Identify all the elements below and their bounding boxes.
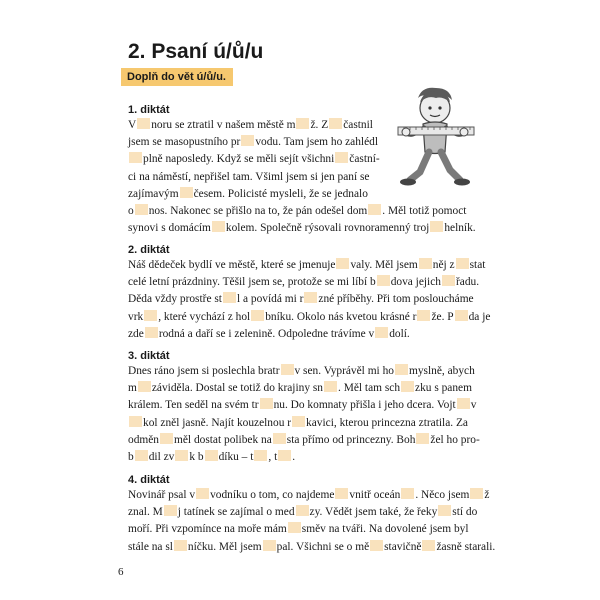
answer-gap[interactable] — [129, 152, 142, 163]
answer-gap[interactable] — [205, 450, 218, 461]
text-fragment: znal. M — [128, 506, 163, 519]
answer-gap[interactable] — [135, 450, 148, 461]
text-fragment: . Něco jsem — [415, 489, 470, 501]
text-fragment: vodu. Tam jsem ho zahlédl — [255, 136, 379, 149]
text-fragment: . Měl tam sch — [338, 382, 401, 395]
answer-gap[interactable] — [196, 488, 209, 499]
text-fragment: zy. Vědět jsem také, že řeky — [309, 506, 438, 519]
answer-gap[interactable] — [419, 258, 432, 269]
text-fragment: rodná a daří se i zelenině. Odpoledne trávíme v — [158, 327, 375, 340]
answer-gap[interactable] — [292, 416, 305, 427]
text-fragment: zde — [128, 327, 144, 340]
text-fragment: stat — [469, 259, 486, 271]
text-fragment: kol zněl jasně. Najít kouzelnou r — [143, 416, 292, 429]
dictation-line — [128, 363, 480, 380]
text-fragment: něj z — [432, 259, 455, 271]
text-fragment: jsem se masopustního pr — [128, 136, 241, 149]
answer-gap[interactable] — [281, 364, 294, 375]
text-fragment: stí do — [452, 506, 478, 519]
dictation-line — [128, 186, 476, 203]
text-fragment: plně naposledy. Když se měli sejít všichni — [143, 153, 335, 166]
answer-gap[interactable] — [296, 505, 309, 516]
page-title: 2. Psaní ú/ů/u — [128, 40, 264, 63]
text-fragment: Děda vždy prostře st — [128, 293, 222, 306]
text-fragment: vnitř oceán — [349, 489, 401, 501]
answer-gap[interactable] — [377, 275, 390, 286]
answer-gap[interactable] — [455, 310, 468, 321]
text-fragment: nu. Do komnaty přišla i jeho dcera. Vojt — [273, 399, 456, 412]
text-fragment: helník. — [444, 222, 476, 235]
text-fragment: v — [470, 399, 477, 412]
dictation-line — [128, 504, 495, 521]
answer-gap[interactable] — [422, 540, 435, 551]
text-fragment: žel ho pro- — [430, 433, 480, 446]
answer-gap[interactable] — [212, 221, 225, 232]
answer-gap[interactable] — [401, 381, 414, 392]
dictation-2-text — [128, 257, 490, 343]
text-fragment: Dnes ráno jsem si poslechla bratr — [128, 365, 280, 377]
answer-gap[interactable] — [145, 327, 158, 338]
text-fragment: zku s panem — [415, 382, 472, 395]
text-fragment: . Měl totiž pomoct — [382, 204, 467, 217]
text-fragment: sta přímo od princezny. Boh — [286, 433, 416, 446]
text-fragment: synovi s domácím — [128, 222, 211, 235]
answer-gap[interactable] — [457, 398, 470, 409]
text-fragment: pal. Všichni se o mě — [276, 540, 370, 553]
text-fragment: častní- — [349, 153, 380, 166]
text-fragment: zné příběhy. Při tom posloucháme — [318, 293, 474, 306]
text-fragment: noru se ztratil v našem městě m — [151, 119, 296, 131]
text-fragment: , které vychází z hol — [158, 310, 251, 323]
text-fragment: , t — [268, 450, 278, 463]
answer-gap[interactable] — [263, 540, 276, 551]
answer-gap[interactable] — [135, 204, 148, 215]
answer-gap[interactable] — [138, 381, 151, 392]
text-fragment: stavičně — [384, 540, 422, 553]
answer-gap[interactable] — [129, 416, 142, 427]
text-fragment: směv na tváři. Na dovolené jsem byl — [301, 523, 469, 536]
answer-gap[interactable] — [456, 258, 469, 269]
dictation-1-heading: 1. diktát — [128, 104, 170, 116]
text-fragment: b — [128, 450, 134, 463]
instruction-banner — [121, 68, 233, 86]
answer-gap[interactable] — [416, 433, 429, 444]
dictation-3-heading: 3. diktát — [128, 350, 170, 362]
text-fragment: že. P — [431, 310, 454, 323]
answer-gap[interactable] — [288, 522, 301, 533]
text-fragment: dova jejich — [390, 276, 441, 289]
text-fragment: da je — [468, 310, 491, 323]
text-fragment: v sen. Vyprávěl mi ho — [294, 365, 394, 377]
text-fragment: králem. Ten seděl na svém tr — [128, 399, 259, 412]
text-fragment: žasně starali. — [436, 540, 496, 553]
answer-gap[interactable] — [164, 505, 177, 516]
text-fragment: řadu. — [455, 276, 480, 289]
text-fragment: moří. Při vzpomínce na moře mám — [128, 523, 287, 536]
instruction-text: Doplň do vět ú/ů/u. — [127, 71, 226, 83]
text-fragment: nos. Nakonec se přišlo na to, že pán odešel dom — [148, 204, 368, 217]
dictation-line — [128, 274, 490, 291]
answer-gap[interactable] — [417, 310, 430, 321]
text-fragment: kolem. Společně rýsovali rovnoramenný troj — [225, 222, 430, 235]
answer-gap[interactable] — [251, 310, 264, 321]
answer-gap[interactable] — [438, 505, 451, 516]
answer-gap[interactable] — [174, 540, 187, 551]
dictation-line — [128, 291, 490, 308]
dictation-line — [128, 220, 476, 237]
answer-gap[interactable] — [175, 450, 188, 461]
page-number: 6 — [118, 566, 124, 578]
answer-gap[interactable] — [278, 450, 291, 461]
dictation-4-text — [128, 487, 495, 556]
answer-gap[interactable] — [370, 540, 383, 551]
text-fragment: k b — [189, 450, 204, 463]
dictation-2-heading: 2. diktát — [128, 244, 170, 256]
text-fragment: díku – t — [218, 450, 254, 463]
answer-gap[interactable] — [442, 275, 455, 286]
text-fragment: . — [292, 450, 296, 463]
text-fragment: měl dostat polibek na — [174, 433, 272, 446]
text-fragment: j tatínek se zajímal o med — [177, 506, 295, 519]
answer-gap[interactable] — [296, 118, 309, 129]
text-fragment: myslně, abych — [408, 365, 475, 377]
text-fragment: ž — [484, 489, 490, 501]
answer-gap[interactable] — [273, 433, 286, 444]
dictation-4-heading: 4. diktát — [128, 474, 170, 486]
text-fragment: m — [128, 382, 137, 395]
text-fragment: o — [128, 204, 134, 217]
answer-gap[interactable] — [254, 450, 267, 461]
answer-gap[interactable] — [241, 135, 254, 146]
text-fragment: dil zv — [148, 450, 175, 463]
text-fragment: stále na sl — [128, 540, 173, 553]
boy-with-ruler-illustration — [384, 86, 476, 188]
answer-gap[interactable] — [223, 292, 236, 303]
answer-gap[interactable] — [144, 310, 157, 321]
text-fragment: vodníku o tom, co najdeme — [210, 489, 335, 501]
answer-gap[interactable] — [180, 187, 193, 198]
dictation-line — [128, 309, 490, 326]
text-fragment: ž. Z — [310, 119, 329, 131]
text-fragment: celé letní prázdniny. Těšil jsem se, protože se mi líbí b — [128, 276, 376, 289]
answer-gap[interactable] — [304, 292, 317, 303]
answer-gap[interactable] — [329, 118, 342, 129]
text-fragment: dolí. — [389, 327, 410, 340]
answer-gap[interactable] — [430, 221, 443, 232]
dictation-line — [128, 487, 495, 504]
dictation-line — [128, 449, 480, 466]
answer-gap[interactable] — [335, 488, 348, 499]
answer-gap[interactable] — [160, 433, 173, 444]
dictation-3-text — [128, 363, 480, 466]
text-fragment: bníku. Okolo nás kvetou krásné r — [265, 310, 417, 323]
dictation-line — [128, 326, 490, 343]
answer-gap[interactable] — [368, 204, 381, 215]
answer-gap[interactable] — [401, 488, 414, 499]
text-fragment: níčku. Měl jsem — [187, 540, 262, 553]
text-fragment: ci na náměstí, nepřišel tam. Všiml jsem si jen paní se — [128, 170, 370, 183]
answer-gap[interactable] — [395, 364, 408, 375]
dictation-line — [128, 397, 480, 414]
dictation-line — [128, 203, 476, 220]
answer-gap[interactable] — [260, 398, 273, 409]
answer-gap[interactable] — [375, 327, 388, 338]
answer-gap[interactable] — [470, 488, 483, 499]
answer-gap[interactable] — [336, 258, 349, 269]
text-fragment: l a povídá mi r — [236, 293, 304, 306]
text-fragment: kavici, kterou princezna ztratila. Za — [306, 416, 468, 429]
text-fragment: valy. Měl jsem — [350, 259, 418, 271]
text-fragment: vrk — [128, 310, 144, 323]
text-fragment: Novinář psal v — [128, 489, 196, 501]
dictation-line — [128, 415, 480, 432]
dictation-line — [128, 521, 495, 538]
text-fragment: závidělа. Dostal se totiž do krajiny sn — [151, 382, 324, 395]
text-fragment: odměn — [128, 433, 160, 446]
dictation-line — [128, 432, 480, 449]
text-fragment: zajímavým — [128, 187, 179, 200]
dictation-line — [128, 539, 495, 556]
answer-gap[interactable] — [335, 152, 348, 163]
dictation-line — [128, 380, 480, 397]
dictation-line — [128, 257, 490, 274]
answer-gap[interactable] — [324, 381, 337, 392]
answer-gap[interactable] — [137, 118, 150, 129]
text-fragment: V — [128, 119, 137, 131]
text-fragment: Náš dědeček bydlí ve městě, které se jmenuje — [128, 259, 336, 271]
text-fragment: častnil — [343, 119, 373, 131]
text-fragment: česem. Policisté mysleli, že se jednalo — [193, 187, 368, 200]
